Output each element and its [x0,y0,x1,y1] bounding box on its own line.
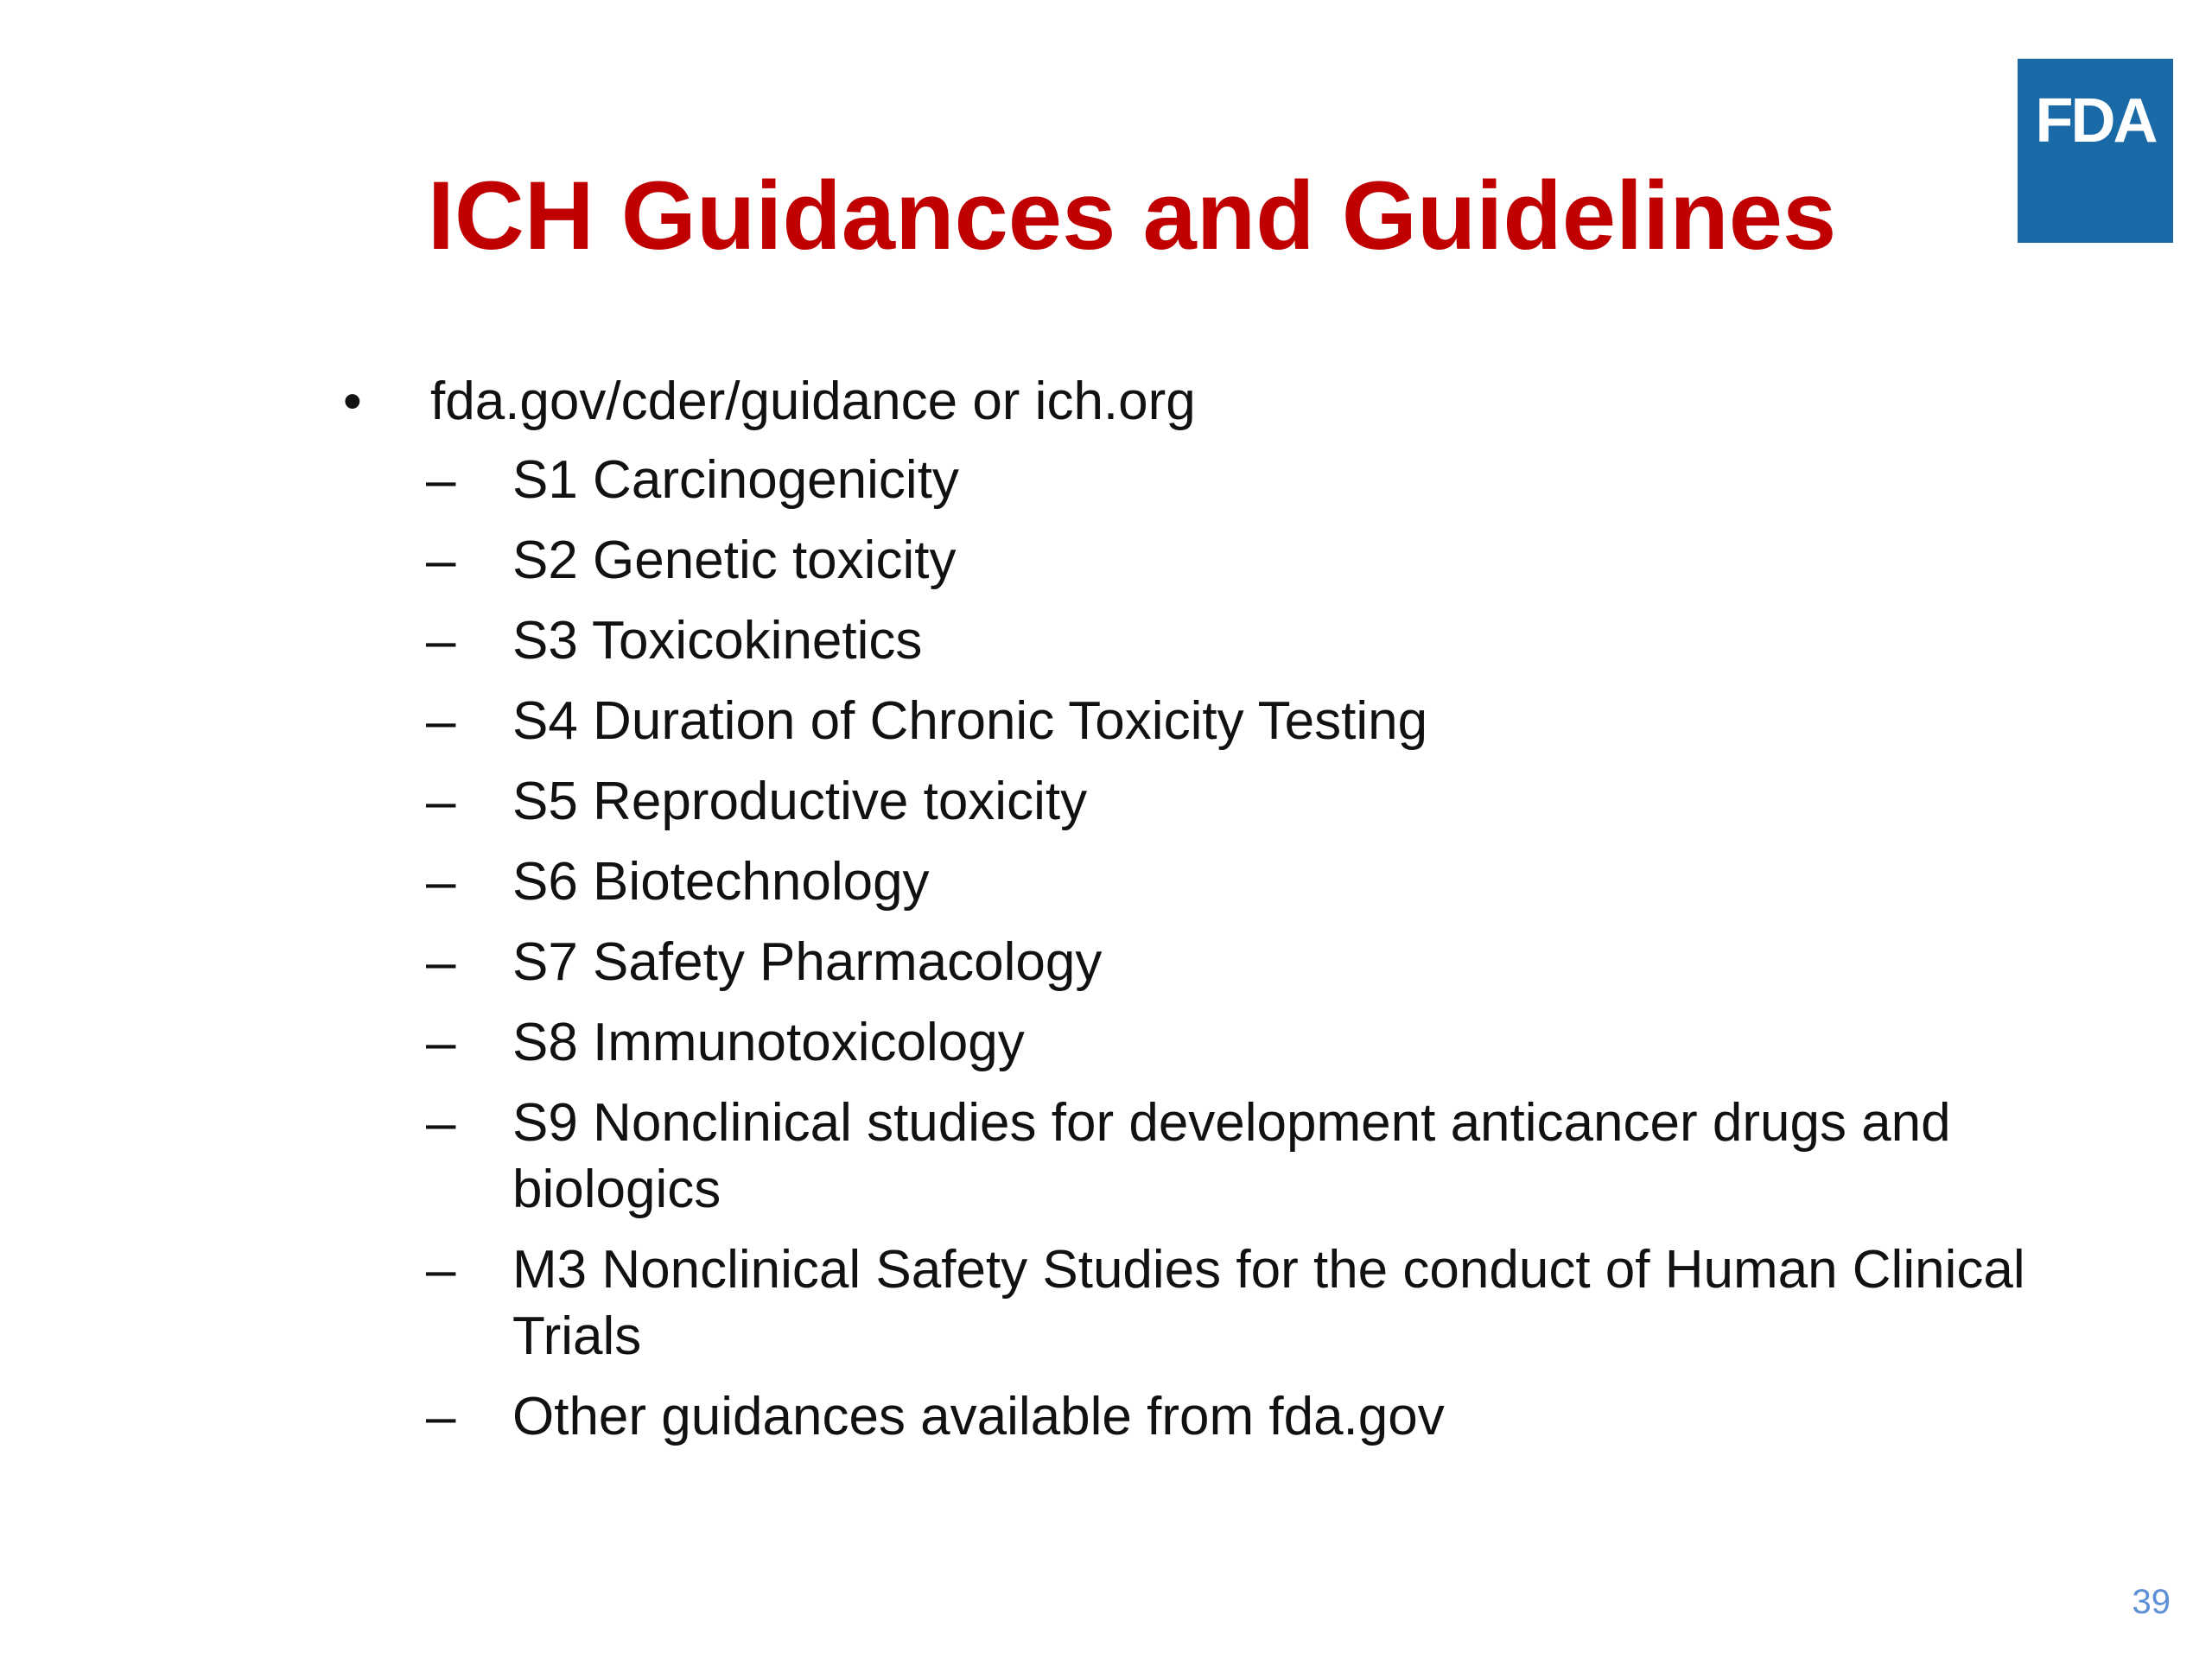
list-item [341,849,2026,915]
list-item [341,607,2026,674]
list-item-text: Other guidances available from fda.gov [512,1387,1445,1446]
dash-marker: – [426,932,456,992]
list-item-text: S3 Toxicokinetics [512,611,923,671]
list-item-text: S9 Nonclinical studies for development anticancer drugs and biologics [512,1093,1951,1219]
list-item [341,1236,2026,1370]
bullet-item [341,367,2026,436]
list-item [341,1383,2026,1450]
list-item-text: S2 Genetic toxicity [512,531,957,590]
list-item-text: S6 Biotechnology [512,852,930,912]
dash-marker: – [426,1093,456,1153]
list-item [341,1009,2026,1076]
dash-marker: – [426,1240,456,1300]
list-item-text: S1 Carcinogenicity [512,450,959,510]
page-number: 39 [2132,1583,2171,1621]
list-item [341,929,2026,995]
list-item-text: S8 Immunotoxicology [512,1013,1025,1072]
slide-content [341,367,2026,1464]
list-item [341,688,2026,754]
dash-marker: – [426,611,456,671]
list-item-text: S7 Safety Pharmacology [512,932,1103,992]
list-item [341,447,2026,513]
slide-title: ICH Guidances and Guidelines [427,162,1837,270]
dash-marker: – [426,852,456,912]
list-item [341,768,2026,835]
list-item-text: M3 Nonclinical Safety Studies for the conduct of Human Clinical Trials [512,1240,2025,1366]
list-item-text: S4 Duration of Chronic Toxicity Testing [512,691,1428,751]
bullet-marker: • [343,372,362,431]
list-item [341,527,2026,594]
dash-marker: – [426,772,456,831]
list-item [341,1090,2026,1223]
dash-marker: – [426,691,456,751]
fda-logo-text: FDA [2035,86,2156,156]
guideline-list [341,447,2026,1450]
bullet-text: fda.gov/cder/guidance or ich.org [430,372,1196,431]
dash-marker: – [426,531,456,590]
dash-marker: – [426,1013,456,1072]
list-item-text: S5 Reproductive toxicity [512,772,1088,831]
dash-marker: – [426,1387,456,1446]
dash-marker: – [426,450,456,510]
